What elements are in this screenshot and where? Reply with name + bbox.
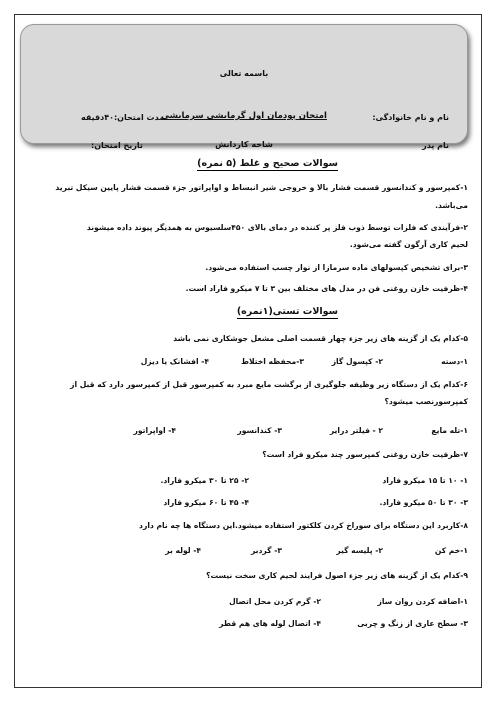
question-1-line1: ۱-کمپرسور و کندانسور قسمت فشار بالا و خروجی شیر انبساط و اواپراتور جزء قسمت فشار پایین سیکل تبرید: [55, 183, 468, 192]
q5-option-3: ۳-محفظه اختلاط: [241, 357, 304, 366]
question-9: ۹-کدام یک از گزینه های زیر جزء اصول فرایند لحیم کاری سخت نیست؟: [206, 571, 468, 580]
branch-label: شاخه کاردانش: [215, 140, 273, 149]
exam-title: امتحان پودمان اول گرمایشی سرمایشی: [161, 111, 327, 121]
q7-option-2: ۲- ۲۵ تا ۳۰ میکرو فاراد.: [160, 476, 249, 485]
q5-option-2: ۲- کپسول گاز: [331, 357, 383, 366]
question-8: ۸-کاربرد این دستگاه برای سوراخ کردن کلکتور استفاده میشود.این دستگاه ها چه نام دارد: [139, 521, 468, 530]
student-name-label: نام و نام خانوادگی:: [372, 113, 449, 122]
question-5: ۵-کدام یک از گزینه های زیر جزء چهار قسمت اصلی مشعل جوشکاری نمی باشد: [173, 334, 468, 343]
q9-option-4: ۴- اتصال لوله های هم قطر: [219, 619, 321, 628]
q7-option-1: ۱- ۱۰ تا ۱۵ میکرو فاراد: [382, 476, 468, 485]
question-4: ۴-ظرفیت خازن روغنی فن در مدل های مختلف بین ۳ تا ۷ میکرو فاراد است.: [185, 284, 468, 293]
question-7: ۷-ظرفیت خازن روغنی کمپرسور چند میکرو فراد است؟: [262, 450, 468, 459]
father-name-label: نام پدر: [422, 141, 449, 150]
q5-option-4: ۴- افشانک یا دیزل: [140, 357, 209, 366]
q6-option-4: ۴- اواپراتور: [133, 426, 176, 435]
q9-option-2: ۲- گرم کردن محل اتصال: [229, 597, 321, 606]
question-2-line2: لحیم کاری آرگون گفته می‌شود.: [349, 240, 468, 249]
basmala: باسمه تعالی: [219, 69, 269, 78]
question-3: ۳-برای تشخیص کپسولهای ماده سرمازا از نوار چسب استفاده می‌شود.: [205, 263, 468, 272]
q6-option-1: ۱-تله مایع: [431, 426, 468, 435]
q7-option-4: ۴- ۴۵ تا ۶۰ میکرو فاراد: [163, 498, 249, 507]
q9-option-1: ۱-اضافه کردن روان ساز: [377, 597, 468, 606]
question-6-line2: کمپرسورنصب میشود؟: [384, 397, 468, 406]
q6-option-3: ۳- کندانسور: [237, 426, 282, 435]
q8-option-2: ۲- پلیسه گیر: [336, 546, 383, 555]
q8-option-3: ۳- گردبر: [250, 546, 282, 555]
question-6-line1: ۶-کدام یک از دستگاه زیر وظیفه جلوگیری از برگشت مایع مبرد به کمپرسور قبل از کمپرسور دارد که قبل از: [70, 380, 468, 389]
question-2-line1: ۲-فرآیندی که فلزات توسط ذوب فلز پر کننده در دمای بالای ۴۵۰سلسیوس به همدیگر پیوند داده میشوند: [86, 223, 468, 232]
exam-date-label: تاریخ امتحان:: [91, 141, 143, 150]
q6-option-2: ۲ - فیلتر درایر: [329, 426, 383, 435]
exam-duration: مدت امتحان:۴۰دقیقه: [81, 113, 165, 122]
exam-header: [20, 24, 468, 150]
question-1-line2: می‌باشد.: [435, 201, 468, 210]
q5-option-1: ۱-دسته: [441, 357, 468, 366]
section1-title: سوالات صحیح و غلط (۵ نمره): [197, 158, 338, 169]
section2-title: سوالات تستی(۱نمره): [236, 306, 338, 317]
q8-option-1: ۱-خم کن: [434, 546, 468, 555]
q9-option-3: ۳- سطح عاری از زنگ و چربی: [357, 619, 468, 628]
q8-option-4: ۴- لوله بر: [165, 546, 201, 555]
q7-option-3: ۳- ۳۰ تا ۵۰ میکرو فاراد.: [379, 498, 468, 507]
